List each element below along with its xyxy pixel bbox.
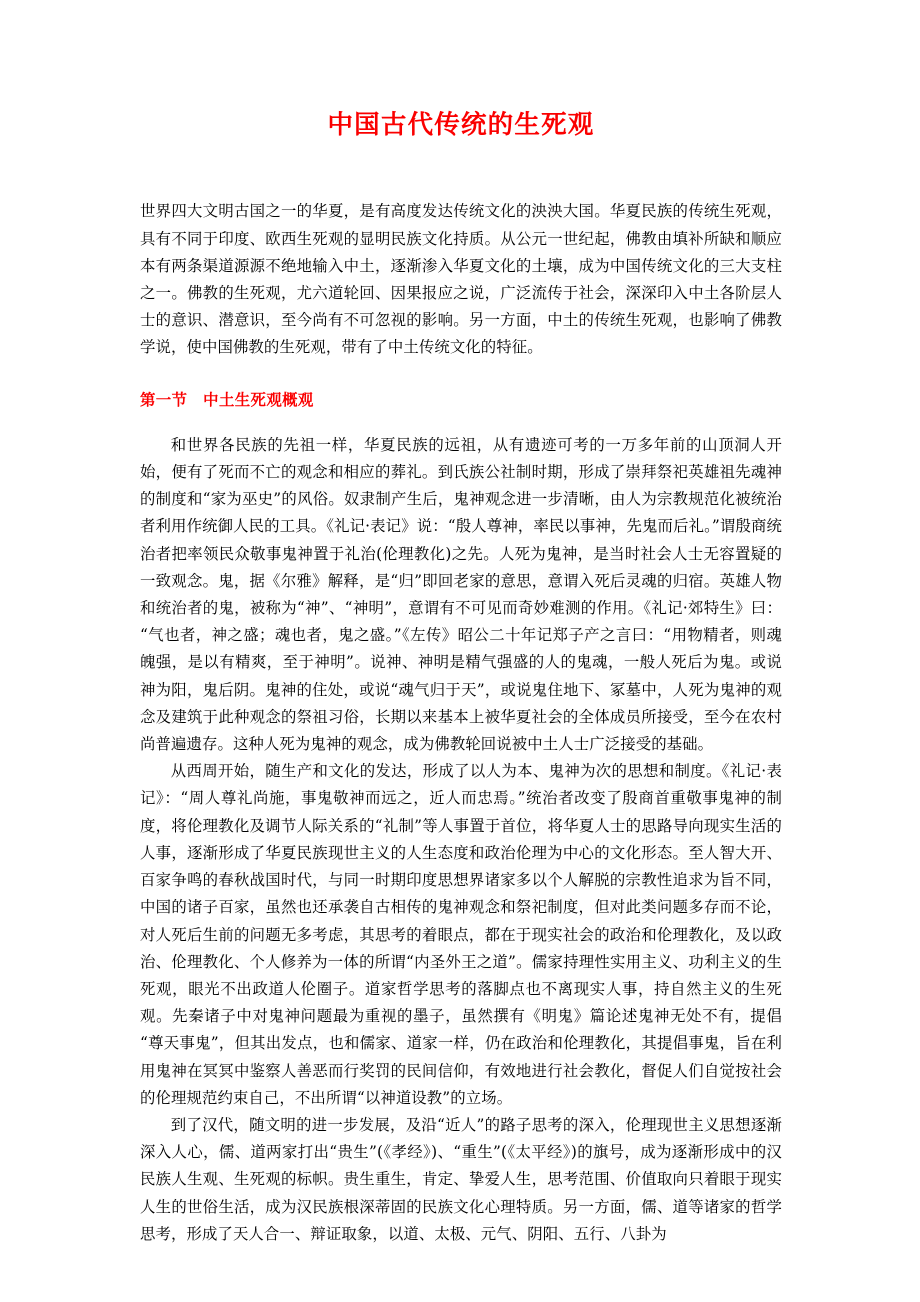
body-paragraph-1: 和世界各民族的先祖一样，华夏民族的远祖，从有遗迹可考的一万多年前的山顶洞人开始，便有了死而不亡的观念和相应的葬礼。到氏族公社制时期，形成了崇拜祭祀英雄祖先魂神的制度和“家为巫史”的风俗。奴隶制产生后，鬼神观念进一步清晰，由人为宗教规范化被统治者利用作统御人民的工具。《礼记·表记》说：“殷人尊神，率民以事神，先鬼而后礼。”谓殷商统治者把率领民众敬事鬼神置于礼治(伦理教化)之先。人死为鬼神，是当时社会人士无容置疑的一致观念。鬼，据《尔雅》解释，是“归”即回老家的意思，意谓入死后灵魂的归宿。英雄人物和统治者的鬼，被称为“神”、“神明”，意谓有不可见而奇妙难测的作用。《礼记·郊特生》曰：“气也者，神之盛；魂也者，鬼之盛。”《左传》昭公二十年记郑子产之言曰：“用物精者，则魂魄强，是以有精爽，至于神明”。说神、神明是精气强盛的人的鬼魂，一般人死后为鬼。或说神为阳，鬼后阴。鬼神的住处，或说“魂气归于天”，或说鬼住地下、冢墓中，人死为鬼神的观念及建筑于此种观念的祭祖习俗，长期以来基本上被华夏社会的全体成员所接受，至今在农村尚普遍遗存。这种人死为鬼神的观念，成为佛教轮回说被中土人士广泛接受的基础。 [140,435,782,754]
lead-paragraph: 世界四大文明古国之一的华夏，是有高度发达传统文化的泱泱大国。华夏民族的传统生死观，具有不同于印度、欧西生死观的显明民族文化持质。从公元一世纪起，佛教由填补所缺和顺应本有两条渠道源源不绝地输入中土，逐渐渗入华夏文化的土壤，成为中国传统文化的三大支柱之一。佛教的生死观，尤六道轮回、因果报应之说，广泛流传于社会，深深印入中土各阶层人士的意识、潜意识，至今尚有不可忽视的影响。另一方面，中土的传统生死观，也影响了佛教学说，使中国佛教的生死观，带有了中土传统文化的特征。 [140,202,782,357]
body-content [140,414,782,1248]
body-paragraph-2: 从西周开始，随生产和文化的发达，形成了以人为本、鬼神为次的思想和制度。《礼记·表记》：“周人尊礼尚施，事鬼敬神而远之，近人而忠焉。”统治者改变了殷商首重敬事鬼神的制度，将伦理教化及调节人际关系的“礼制”等人事置于首位，将华夏人士的思路导向现实生活的人事，逐渐形成了华夏民族现世主义的人生态度和政治伦理为中心的文化形态。至人智大开、百家争鸣的春秋战国时代，与同一时期印度思想界诸家多以个人解脱的宗教性追求为旨不同，中国的诸子百家，虽然也还承袭自古相传的鬼神观念和祭祀制度，但对此类问题多存而不论，对人死后生前的问题无多考虑，其思考的着眼点，都在于现实社会的政治和伦理教化，及以政治、伦理教化、个人修养为一体的所谓“内圣外王之道”。儒家持理性实用主义、功利主义的生死观，眼光不出政道人伦圈子。道家哲学思考的落脚点也不离现实人事，持自然主义的生死观。先秦诸子中对鬼神问题最为重视的墨子，虽然撰有《明鬼》篇论述鬼神无处不有，提倡“尊天事鬼”，但其出发点，也和儒家、道家一样，仍在政治和伦理教化，其提倡事鬼，旨在利用鬼神在冥冥中鉴察人善恶而行奖罚的民间信仰，有效地进行社会教化，督促人们自觉按社会的伦理规范约束自己，不出所谓“以神道设教”的立场。 [140,762,782,1107]
page-title: 中国古代传统的生死观 [327,110,595,140]
section-heading: 第一节 中土生死观概观 [140,390,314,409]
body-paragraph-3: 到了汉代，随文明的进一步发展，及沿“近人”的路子思考的深入，伦理现世主义思想逐渐深入人心，儒、道两家打出“贵生”(《孝经》)、“重生”(《太平经》)的旗号，成为逐渐形成中的汉民族人生观、生死观的标帜。贵生重生，肯定、挚爱人生，思考范围、价值取向只着眼于现实人生的世俗生活，成为汉民族根深蒂固的民族文化心理特质。另一方面，儒、道等诸家的哲学思考，形成了天人合一、辩证取象，以道、太极、元气、阴阳、五行、八卦为 [140,1115,782,1243]
